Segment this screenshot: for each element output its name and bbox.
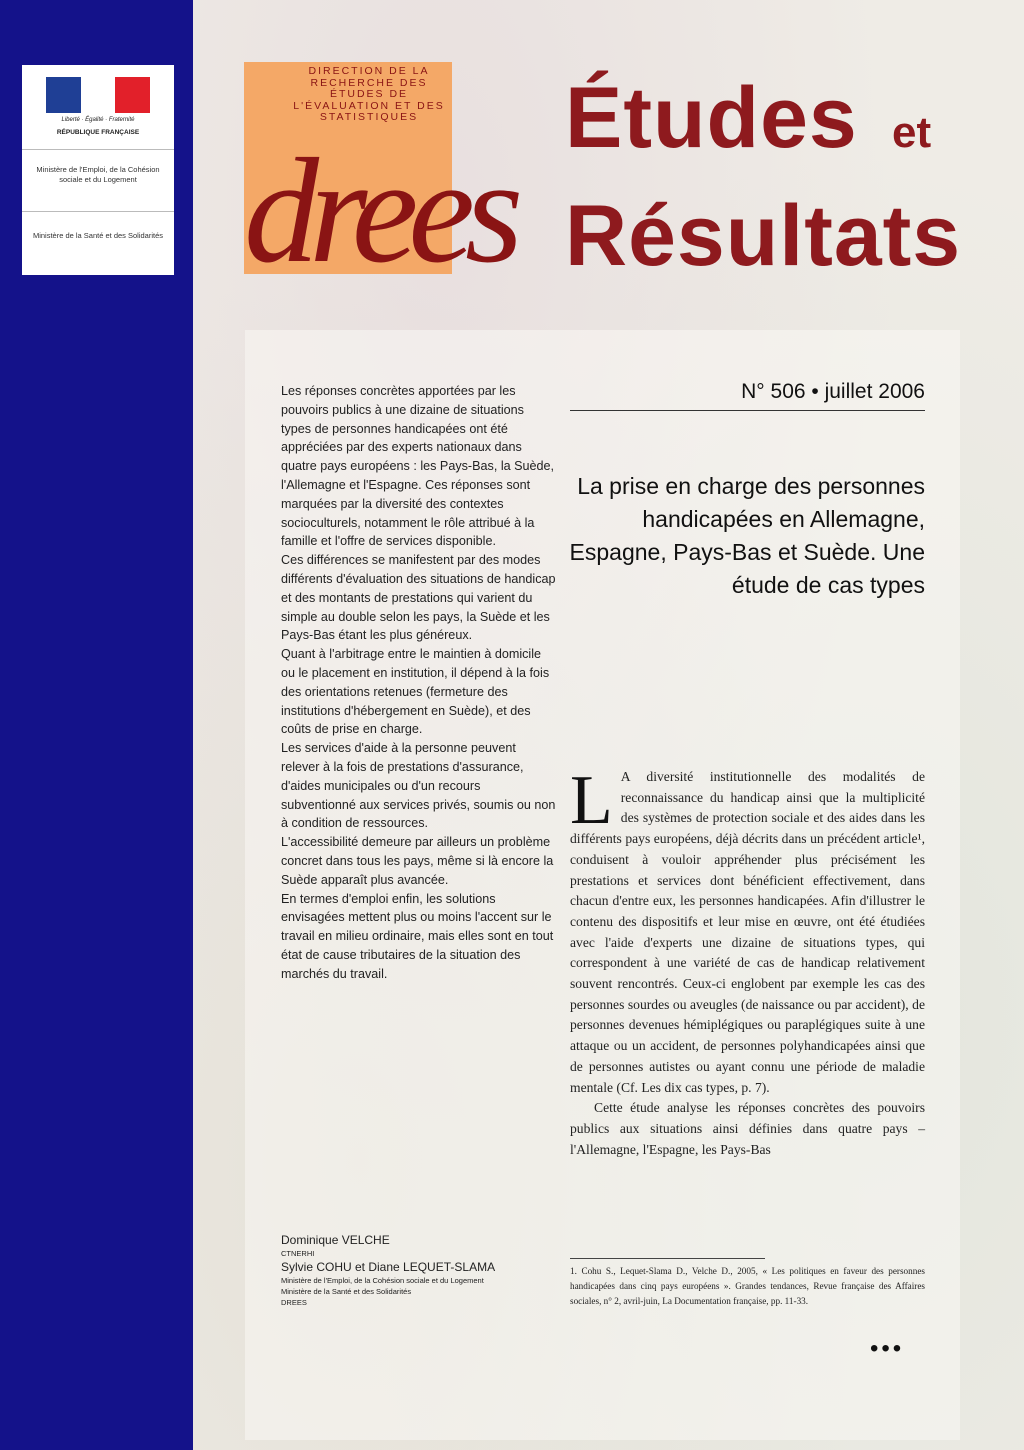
author-affiliation: Ministère de la Santé et des Solidarités [281, 1287, 412, 1296]
footnote-divider [570, 1258, 765, 1259]
author-affiliation: DREES [281, 1298, 307, 1307]
author-name: Sylvie COHU et Diane LEQUET-SLAMA [281, 1260, 496, 1274]
abstract-paragraph: Les services d'aide à la personne peuvent relever à la fois de prestations d'assurance, d'aides municipales ou d'un recours subventionné aux services privés, soumis ou non à condition de ressources. [281, 741, 556, 831]
publication-title-et: et [892, 108, 932, 157]
body-paragraph: Cette étude analyse les réponses concrètes des pouvoirs publics aux situations ainsi définies dans quatre pays – l'Allemagne, l'Espagne, les Pays-Bas [570, 1100, 925, 1157]
continuation-marker: ••• [870, 1335, 905, 1362]
author-affiliation: CTNERHI [281, 1249, 315, 1258]
publication-title-line2: Résultats [565, 188, 962, 284]
publication-title-line1: Études [565, 70, 858, 166]
author-affiliation: Ministère de l'Emploi, de la Cohésion sociale et du Logement [281, 1276, 484, 1285]
rf-name: RÉPUBLIQUE FRANÇAISE [56, 129, 140, 136]
abstract-paragraph: Quant à l'arbitrage entre le maintien à domicile ou le placement en institution, il dépend à la fois des orientations retenues (fermeture des institutions d'hébergement en Suède), et des coûts de prise en charge. [281, 647, 550, 737]
drees-logo [244, 62, 514, 294]
body-paragraph [570, 762, 925, 1098]
issue-number-date: N° 506 • juillet 2006 [741, 380, 925, 403]
abstract [281, 382, 556, 984]
divider [22, 149, 174, 150]
drees-wordmark: drees [244, 128, 514, 294]
author-name: Dominique VELCHE [281, 1233, 390, 1247]
ministry-employment: Ministère de l'Emploi, de la Cohésion sociale et du Logement [36, 165, 160, 184]
drop-cap: L [570, 762, 613, 839]
article-body [570, 762, 925, 1160]
divider [22, 211, 174, 212]
body-text: A diversité institutionnelle des modalités de reconnaissance du handicap ainsi que la multiplicité des systèmes de protection sociale et des aides dans les différents pays européens, déjà décrits dans un précédent article¹, conduisent à vouloir appréhender plus précisément les prestations et services dont bénéficient effectivement, dans chacun d'entre eux, les personnes handicapées. Afin d'illustrer le contenu des dispositifs et leur mise en œuvre, ont été étudiées avec l'aide d'experts une dizaine de situations types, qui correspondent à une variété de cas de handicap relativement souvent rencontrés. Ceux-ci englobent par exemple les cas des personnes sourdes ou aveugles (de naissance ou par accident), de personnes devenues hémiplégiques ou paraplégiques suite à une attaque ou un accident, de personnes polyhandicapées ainsi que de personnes autistes ou ayant connu une période de maladie mentale (Cf. Les dix cas types, p. 7). [570, 769, 925, 1095]
divider [570, 410, 925, 411]
rf-motto: Liberté · Égalité · Fraternité [61, 117, 135, 123]
left-sidebar-band [0, 0, 193, 1450]
french-flag-icon [46, 77, 150, 113]
article-title: La prise en charge des personnes handicapées en Allemagne, Espagne, Pays-Bas et Suède. Une étude de cas types [569, 473, 925, 598]
abstract-paragraph: Les réponses concrètes apportées par les pouvoirs publics à une dizaine de situations types de personnes handicapées ont été appréciées par des experts nationaux dans quatre pays européens : les Pays-Bas, la Suède, l'Allemagne et l'Espagne. Ces réponses sont marquées par la diversité des contextes socioculturels, notamment le rôle attribué à la famille et l'offre de services disponible. [281, 384, 555, 549]
ministry-health: Ministère de la Santé et des Solidarités [32, 231, 164, 240]
abstract-paragraph: En termes d'emploi enfin, les solutions envisagées mettent plus ou moins l'accent sur le travail en milieu ordinaire, mais elles sont en tout état de cause tributaires de la situation des marchés du travail. [281, 891, 554, 981]
republique-francaise-logo [22, 65, 174, 275]
abstract-paragraph: L'accessibilité demeure par ailleurs un problème concret dans tous les pays, même si là encore la Suède apparaît plus avancée. [281, 835, 554, 887]
footnote: 1. Cohu S., Lequet-Slama D., Velche D., 2005, « Les politiques en faveur des personnes handicapées dans cinq pays européens ». Grandes tendances, Revue française des Affaires sociales, n° 2, avril-juin, La Documentation française, pp. 11-33. [570, 1266, 925, 1306]
drees-header-text: DIRECTION DE LA RECHERCHE DES ÉTUDES DE L'ÉVALUATION ET DES STATISTIQUES [293, 65, 445, 123]
abstract-paragraph: Ces différences se manifestent par des modes différents d'évaluation des situations de handicap et des montants de prestations qui varient du simple au double selon les pays, la Suède et les Pays-Bas étant les plus généreux. [281, 553, 556, 643]
authors-block [281, 1232, 571, 1308]
